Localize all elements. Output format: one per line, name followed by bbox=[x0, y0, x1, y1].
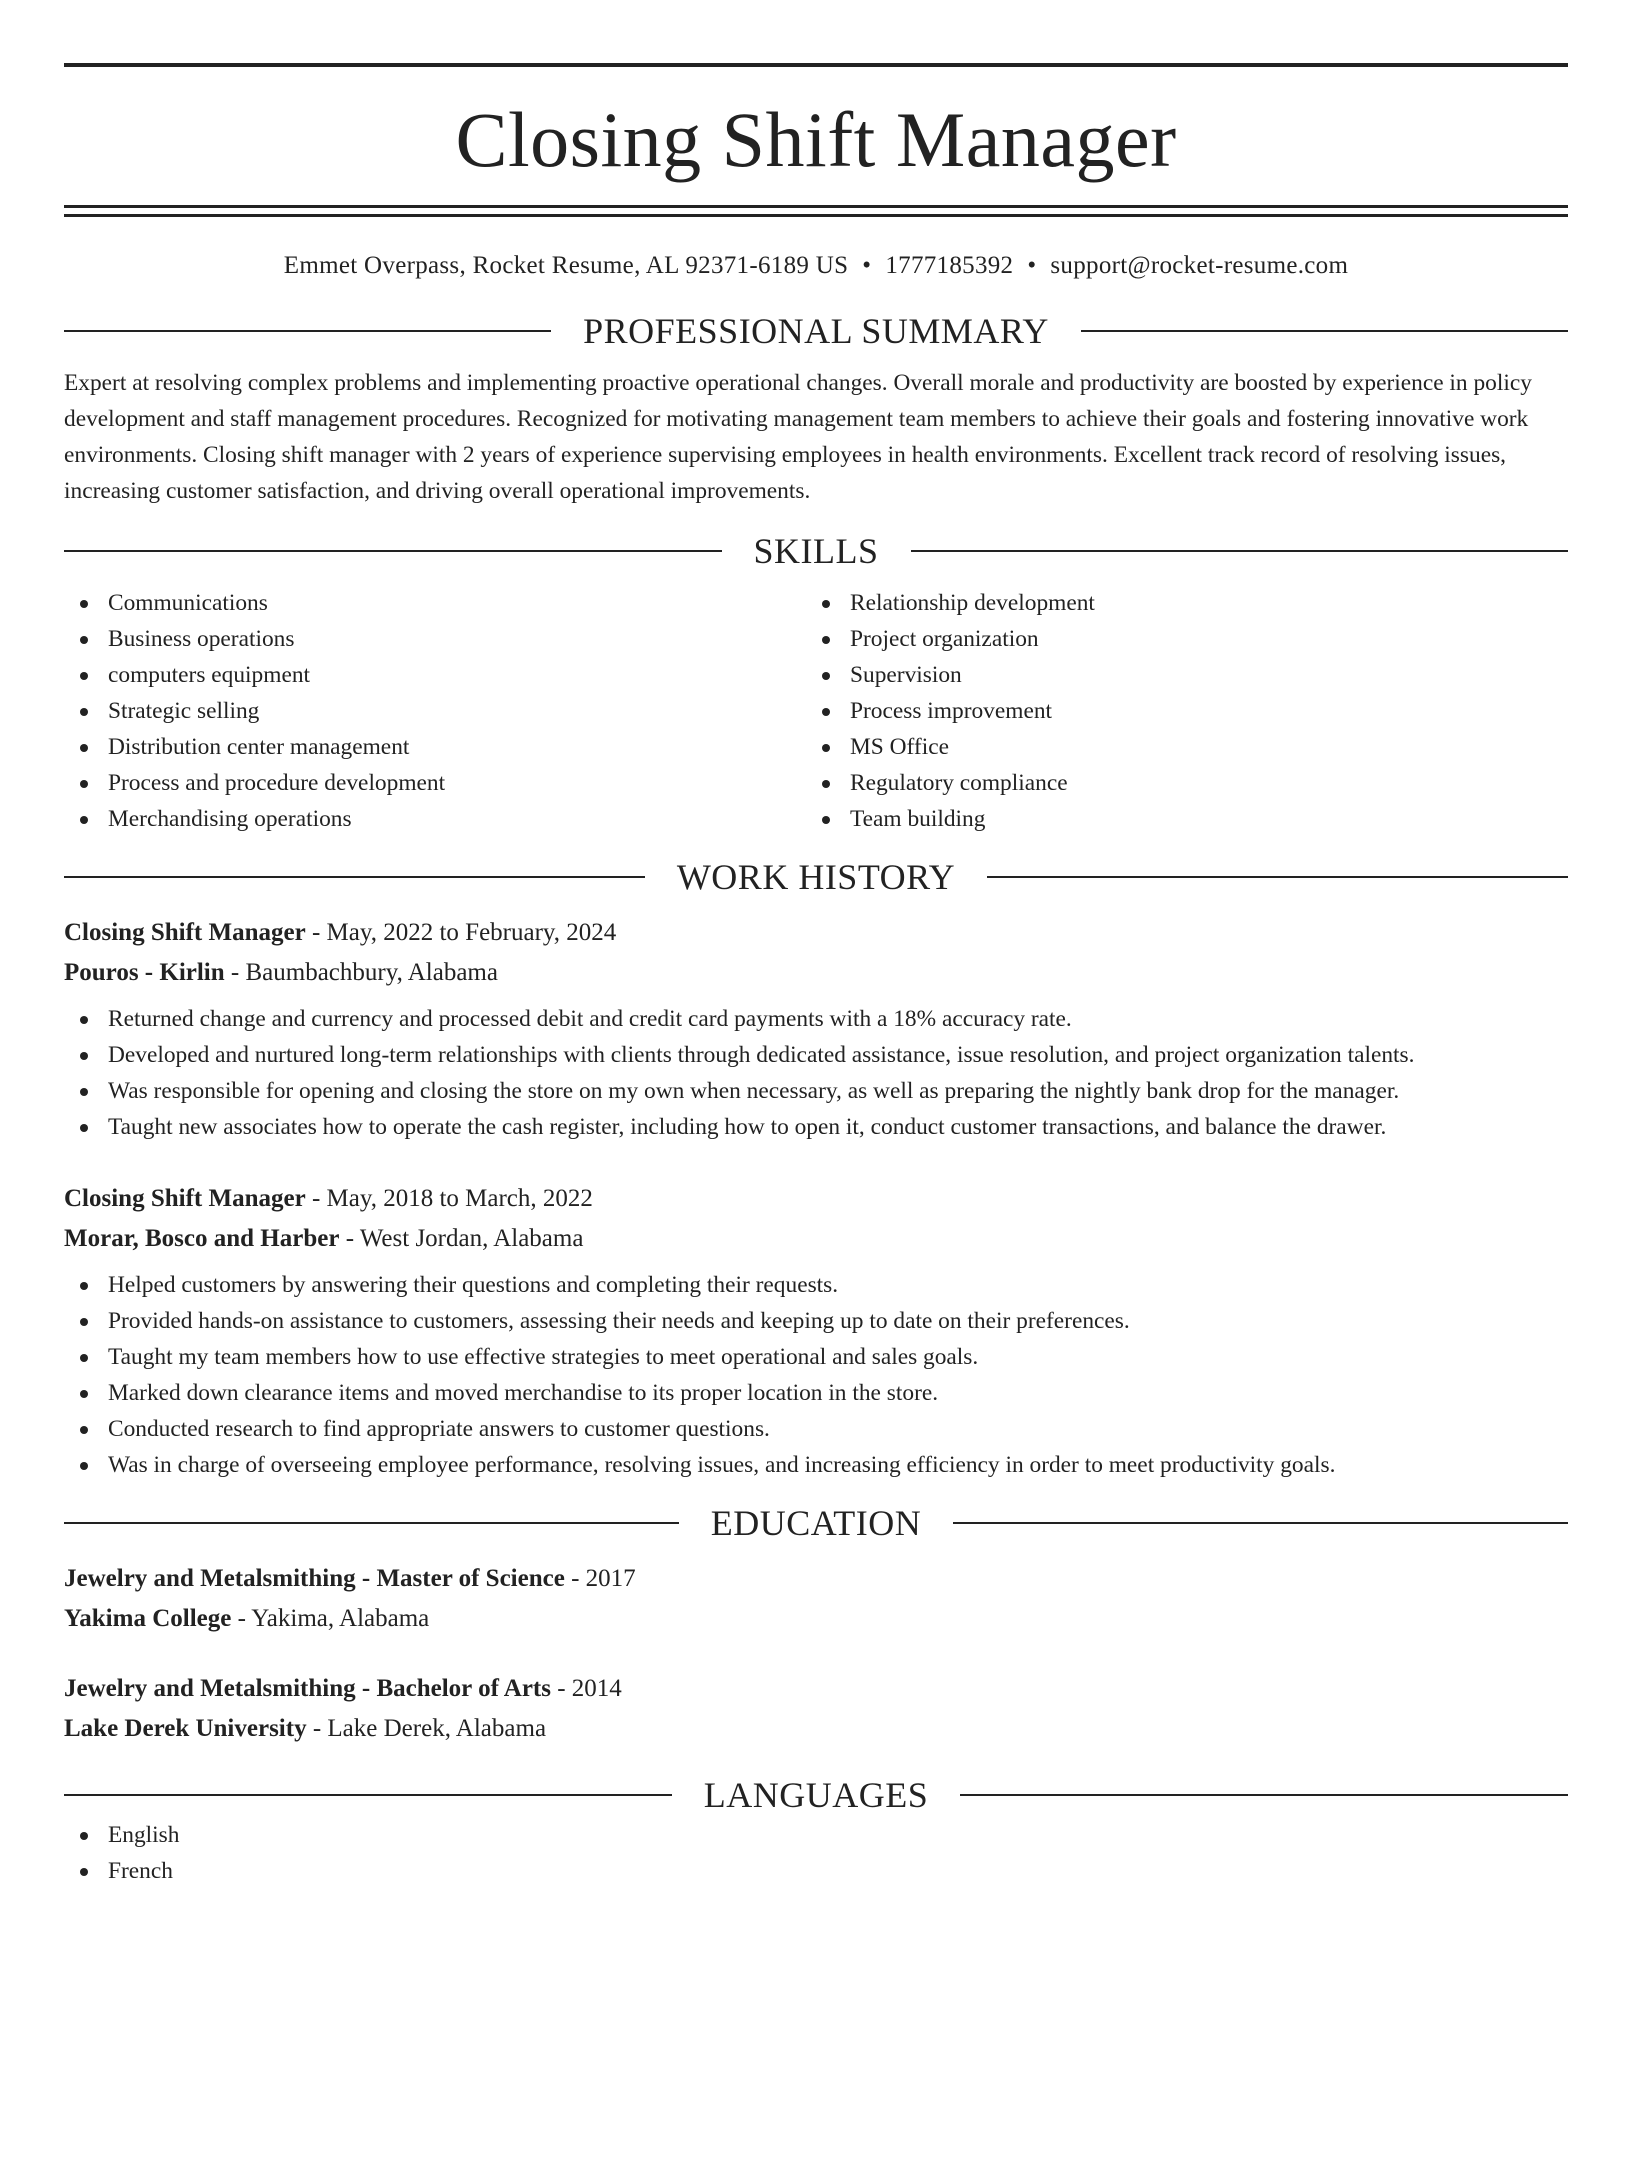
contact-separator: • bbox=[1027, 252, 1037, 279]
skill-item: Communications bbox=[64, 585, 806, 621]
skills-section-heading bbox=[64, 529, 1568, 573]
education-degree-line bbox=[64, 1559, 1568, 1599]
skill-item: MS Office bbox=[806, 729, 1548, 765]
job-bullet: Taught my team members how to use effective strategies to meet operational and sales goals. bbox=[64, 1339, 1568, 1375]
job-entry bbox=[64, 1179, 1568, 1483]
skills-column-right bbox=[806, 585, 1548, 837]
skill-item: Relationship development bbox=[806, 585, 1548, 621]
summary-text: Expert at resolving complex problems and implementing proactive operational changes. Overall morale and productivity are boosted by experience in policy development and staff management procedures. Recognized for motivating management team members to achieve their goals and fostering innovative work environments. Closing shift manager with 2 years of experience supervising employees in health environments. Excellent track record of resolving issues, increasing customer satisfaction, and driving overall operational improvements. bbox=[64, 370, 1532, 504]
education-degree: Jewelry and Metalsmithing - Master of Science bbox=[64, 1565, 565, 1592]
header-rule-upper bbox=[64, 205, 1568, 208]
job-company-line bbox=[64, 953, 1568, 993]
heading-rule-right bbox=[911, 550, 1569, 552]
languages-section-heading bbox=[64, 1773, 1568, 1817]
contact-address: Emmet Overpass, Rocket Resume, AL 92371-6189 US bbox=[283, 252, 849, 279]
job-position: Closing Shift Manager bbox=[64, 1185, 306, 1212]
skill-item: Process improvement bbox=[806, 693, 1548, 729]
skill-item: Process and procedure development bbox=[64, 765, 806, 801]
job-company-line bbox=[64, 1219, 1568, 1259]
job-bullet: Was in charge of overseeing employee performance, resolving issues, and increasing efficiency in order to meet productivity goals. bbox=[64, 1447, 1568, 1483]
skill-item: computers equipment bbox=[64, 657, 806, 693]
heading-rule-right bbox=[1081, 330, 1568, 332]
heading-rule-left bbox=[64, 876, 645, 878]
skills-title: SKILLS bbox=[753, 531, 879, 571]
education-degree-line bbox=[64, 1669, 1568, 1709]
summary-title: PROFESSIONAL SUMMARY bbox=[583, 311, 1049, 351]
heading-rule-left bbox=[64, 1794, 672, 1796]
skill-item: Regulatory compliance bbox=[806, 765, 1548, 801]
skill-item: Project organization bbox=[806, 621, 1548, 657]
contact-phone: 1777185392 bbox=[885, 252, 1014, 279]
heading-rule-left bbox=[64, 1522, 679, 1524]
language-item: French bbox=[64, 1853, 1568, 1889]
resume-title: Closing Shift Manager bbox=[455, 96, 1177, 183]
education-school-line bbox=[64, 1599, 1568, 1639]
contact-line bbox=[64, 251, 1568, 281]
skill-item: Business operations bbox=[64, 621, 806, 657]
skills-column-left bbox=[64, 585, 806, 837]
education-section-heading bbox=[64, 1501, 1568, 1545]
language-list bbox=[64, 1817, 1568, 1889]
job-bullet: Returned change and currency and processed debit and credit card payments with a 18% accuracy rate. bbox=[64, 1001, 1568, 1037]
job-bullet: Taught new associates how to operate the cash register, including how to open it, conduct customer transactions, and balance the drawer. bbox=[64, 1109, 1568, 1145]
job-title-line bbox=[64, 913, 1568, 953]
job-bullets bbox=[64, 1267, 1568, 1483]
education-school-line bbox=[64, 1709, 1568, 1749]
job-bullets bbox=[64, 1001, 1568, 1145]
job-bullet: Was responsible for opening and closing the store on my own when necessary, as well as preparing the nightly bank drop for the manager. bbox=[64, 1073, 1568, 1109]
education-entry bbox=[64, 1559, 1568, 1639]
education-location: - Yakima, Alabama bbox=[231, 1605, 430, 1632]
header-rule-lower bbox=[64, 214, 1568, 217]
skills-grid bbox=[64, 585, 1568, 837]
job-dates: - May, 2022 to February, 2024 bbox=[305, 919, 617, 946]
languages-title: LANGUAGES bbox=[703, 1775, 929, 1815]
work-title: WORK HISTORY bbox=[676, 857, 956, 897]
heading-rule-right bbox=[953, 1522, 1568, 1524]
heading-rule-right bbox=[987, 876, 1568, 878]
job-bullet: Developed and nurtured long-term relationships with clients through dedicated assistance, issue resolution, and project organization talents. bbox=[64, 1037, 1568, 1073]
job-bullet: Helped customers by answering their questions and completing their requests. bbox=[64, 1267, 1568, 1303]
education-year: - 2017 bbox=[564, 1565, 636, 1592]
job-dates: - May, 2018 to March, 2022 bbox=[305, 1185, 593, 1212]
job-location: - Baumbachbury, Alabama bbox=[224, 959, 498, 986]
education-title: EDUCATION bbox=[710, 1503, 922, 1543]
skill-item: Supervision bbox=[806, 657, 1548, 693]
contact-email: support@rocket-resume.com bbox=[1050, 252, 1349, 279]
resume-page bbox=[0, 63, 1632, 2175]
work-section-heading bbox=[64, 855, 1568, 899]
skill-item: Team building bbox=[806, 801, 1548, 837]
top-rule bbox=[64, 63, 1568, 67]
skill-item: Distribution center management bbox=[64, 729, 806, 765]
education-location: - Lake Derek, Alabama bbox=[306, 1715, 547, 1742]
education-degree: Jewelry and Metalsmithing - Bachelor of Arts bbox=[64, 1675, 551, 1702]
education-school: Yakima College bbox=[64, 1605, 232, 1632]
heading-rule-left bbox=[64, 550, 722, 552]
education-entry bbox=[64, 1669, 1568, 1749]
skill-item: Strategic selling bbox=[64, 693, 806, 729]
language-item: English bbox=[64, 1817, 1568, 1853]
job-company: Pouros - Kirlin bbox=[64, 959, 225, 986]
education-year: - 2014 bbox=[550, 1675, 622, 1702]
job-position: Closing Shift Manager bbox=[64, 919, 306, 946]
heading-rule-left bbox=[64, 330, 551, 332]
job-bullet: Marked down clearance items and moved merchandise to its proper location in the store. bbox=[64, 1375, 1568, 1411]
job-company: Morar, Bosco and Harber bbox=[64, 1225, 340, 1252]
heading-rule-right bbox=[960, 1794, 1568, 1796]
skill-item: Merchandising operations bbox=[64, 801, 806, 837]
job-title-line bbox=[64, 1179, 1568, 1219]
summary-section-heading bbox=[64, 309, 1568, 353]
job-location: - West Jordan, Alabama bbox=[339, 1225, 584, 1252]
contact-separator: • bbox=[862, 252, 872, 279]
job-bullet: Provided hands-on assistance to customers, assessing their needs and keeping up to date on their preferences. bbox=[64, 1303, 1568, 1339]
education-school: Lake Derek University bbox=[64, 1715, 307, 1742]
job-entry bbox=[64, 913, 1568, 1145]
job-bullet: Conducted research to find appropriate answers to customer questions. bbox=[64, 1411, 1568, 1447]
